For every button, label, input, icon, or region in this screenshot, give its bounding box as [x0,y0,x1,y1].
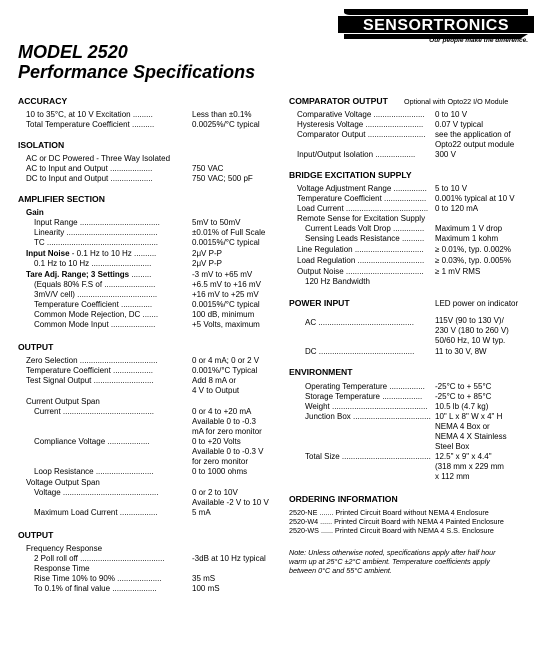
bridge-row-value: ≥ 0.03%, typ. 0.005% [435,256,511,265]
voltage-row-label: Voltage ........................................... [34,488,159,497]
voltage-row-value: 0 or 2 to 10V [192,488,238,497]
power-heading: POWER INPUT [289,298,350,308]
bridge-row-value: 5 to 10 V [435,184,468,193]
isolation-row-value: 750 VAC [192,164,224,173]
accuracy-row-value: Less than ±0.1% [192,110,252,119]
tare-row-label: Common Mode Rejection, DC ....... [34,310,159,319]
output-row-label: Temperature Coefficient .................. [26,366,154,375]
response-row-value: 100 mS [192,584,220,593]
voltage-span-label: Voltage Output Span [26,478,100,487]
env-row-label: Storage Temperature .................. [305,392,423,401]
voltage-row-label: Maximum Load Current ................. [34,508,158,517]
accuracy-row-label: 10 to 35°C, at 10 V Excitation ......... [26,110,153,119]
env-row-value: NEMA 4 Box or [435,422,490,431]
current-row-value: Available 0 to -0.3 [192,417,256,426]
response-time-label: Response Time [34,564,90,573]
ordering-heading: ORDERING INFORMATION [289,494,398,504]
power-note: LED power on indicator [435,299,519,308]
comparator-row-value: Opto22 output module [435,140,515,149]
current-row-value: mA for zero monitor [192,427,262,436]
gain-row-value: 0.0015%/°C typical [192,238,260,247]
ac-label: AC ........................................... [305,318,414,327]
bridge-row-label: Voltage Adjustment Range ............... [297,184,427,193]
bridge-row-value: 0.001% typical at 10 V [435,194,515,203]
env-row-value: Steel Box [435,442,470,451]
isolation-row-label: AC to Input and Output ................... [26,164,153,173]
env-row-label: Operating Temperature ................ [305,382,425,391]
bridge-row-label: Line Regulation ............................... [297,245,424,254]
dc-label: DC ........................................... [305,347,415,356]
remote-sense-label: Remote Sense for Excitation Supply [297,214,426,223]
ac-value-line: 230 V (180 to 260 V) [435,326,509,335]
bridge-row-label: Output Noise ................................... [297,267,424,276]
dc-value: 11 to 30 V, 8W [435,347,487,356]
current-row-value: Available 0 to -0.3 V [192,447,264,456]
env-row-value: -25°C to + 55°C [435,382,492,391]
response-row-label: Rise Time 10% to 90% .................... [34,574,162,583]
current-row-label: Loop Resistance .......................... [34,467,154,476]
env-row-value: -25°C to + 85°C [435,392,492,401]
logo-wordmark: SENSORTRONICS [362,17,510,34]
output-row-value: Add 8 mA or [192,376,237,385]
current-row-value: 0 or 4 to +20 mA [192,407,252,416]
environment-heading: ENVIRONMENT [289,367,353,377]
gain-label: Gain [26,208,44,217]
comparator-row-value: 0 to 10 V [435,110,468,119]
accuracy-row-label: Total Temperature Coefficient .......... [26,120,155,129]
remote-row-value: Maximum 1 V drop [435,224,503,233]
comparator-row-value: see the application of [435,130,511,139]
gain-row-value: 5mV to 50mV [192,218,241,227]
input-noise-row [26,249,156,259]
gain-row-label: TC .................................................. [34,238,159,247]
remote-row-value: Maximum 1 kohm [435,234,499,243]
voltage-row-value: 5 mA [192,508,211,517]
env-row-value: x 112 mm [435,472,470,481]
tare-row-value: 0.0015%/°C typical [192,300,260,309]
current-row-value: 0 to 1000 ohms [192,467,248,476]
current-row-label: Current ......................................... [34,407,155,416]
output-row-label: Test Signal Output ........................... [26,376,154,385]
gain-row-label: Input Range .................................... [34,218,160,227]
response-row-value: 35 mS [192,574,216,583]
current-row-label: Compliance Voltage ................... [34,437,150,446]
footnote-line: between 0°C and 55°C ambient. [289,566,392,575]
response-row-label: To 0.1% of final value .................... [34,584,157,593]
gain-row-label: Linearity ......................................... [34,228,158,237]
comparator-row-label: Comparator Output .......................... [297,130,426,139]
sensortronics-logo [338,6,534,46]
tare-row-label: (Equals 80% F.S of ....................... [34,280,156,289]
ordering-item: 2520-NE ....... Printed Circuit Board without NEMA 4 Enclosure [289,508,489,517]
isolation-row-label: DC to Input and Output ................... [26,174,153,183]
tare-row-value: +6.5 mV to +16 mV [192,280,261,289]
tare-label: Tare Adj. Range; 3 Settings [26,270,130,279]
comparator-row-value: 0.07 V typical [435,120,484,129]
output-row-value: 0 or 4 mA; 0 or 2 V [192,356,260,365]
bridge-row-label: Load Regulation .............................. [297,256,425,265]
env-row-value: (318 mm x 229 mm [435,462,504,471]
env-row-value: NEMA 4 X Stainless [435,432,507,441]
amplifier-heading: AMPLIFIER SECTION [18,194,105,204]
tare-row-label: Common Mode Input .................... [34,320,156,329]
output-row-value: 4 V to Output [192,386,240,395]
frequency-response-label: Frequency Response [26,544,103,553]
input-noise-range: - 0.1 Hz to 10 Hz .......... [69,249,157,258]
tare-row-value: +5 Volts, maximum [192,320,260,329]
comparator-row-label: Hysteresis Voltage .......................... [297,120,424,129]
comparator-row-value: 300 V [435,150,456,159]
output-heading: OUTPUT [18,342,54,352]
tare-row-value: 100 dB, minimum [192,310,255,319]
bridge-row-label: Load Current ..................................... [297,204,429,213]
current-span-label: Current Output Span [26,397,100,406]
ordering-item: 2520-WS ...... Printed Circuit Board with NEMA 4 S.S. Enclosure [289,526,494,535]
output-row-value: 0.001%/°C Typical [192,366,258,375]
comparator-row-label: Comparative Voltage ....................... [297,110,425,119]
freq-row-label: 2 Poll roll off ...................................... [34,554,165,563]
env-row-label: Weight ........................................... [305,402,428,411]
isolation-heading: ISOLATION [18,140,65,150]
comparator-heading: COMPARATOR OUTPUT [289,96,388,106]
current-row-value: 0 to +20 Volts [192,437,241,446]
comparator-row-label: Input/Output Isolation .................. [297,150,416,159]
env-row-label: Junction Box ................................... [305,412,431,421]
freq-row-value: -3dB at 10 Hz typical [192,554,266,563]
isolation-line: AC or DC Powered - Three Way Isolated [26,154,171,163]
bridge-row-value: ≥ 0.01%, typ. 0.002% [435,245,511,254]
output2-heading: OUTPUT [18,530,54,540]
tare-row [26,270,151,280]
accuracy-heading: ACCURACY [18,96,68,106]
bridge-heading: BRIDGE EXCITATION SUPPLY [289,170,412,180]
model-title: MODEL 2520 [18,42,128,62]
gain-row-value: ±0.01% of Full Scale [192,228,266,237]
tare-row-label: 3mV/V cell) .................................... [34,290,158,299]
noise-row-label: 0.1 Hz to 10 Hz ........................... [34,259,152,268]
footnote-line: warm up at 25°C ±2°C ambient. Temperature coefficients apply [289,557,490,566]
noise-row-value: 2μV P-P [192,259,222,268]
ac-value-line: 50/60 Hz, 10 W typ. [435,336,506,345]
env-row-value: 12.5" x 9" x 4.4" [435,452,492,461]
ac-value-line: 115V (90 to 130 V)/ [435,316,504,325]
env-row-value: 10" L x 8" W x 4" H [435,412,503,421]
accuracy-row-value: 0.0025%/°C typical [192,120,260,129]
input-noise-value: 2μV P-P [192,249,222,258]
footnote-line: Note: Unless otherwise noted, specifications apply after half hour [289,548,496,557]
output-row-label: Zero Selection ................................... [26,356,158,365]
tare-dots: ......... [129,270,152,279]
input-noise-label: Input Noise [26,249,70,258]
tare-row-value: +16 mV to +25 mV [192,290,259,299]
current-row-value: for zero monitor [192,457,249,466]
tare-value: -3 mV to +65 mV [192,270,253,279]
bandwidth-label: 120 Hz Bandwidth [305,277,370,286]
brand-tagline: Our people make the difference. [429,37,528,44]
voltage-row-value: Available -2 V to 10 V [192,498,269,507]
isolation-row-value: 750 VAC; 500 pF [192,174,253,183]
tare-row-label: Temperature Coefficient .............. [34,300,153,309]
bridge-row-value: ≥ 1 mV RMS [435,267,481,276]
comparator-note: Optional with Opto22 I/O Module [404,97,509,106]
env-row-label: Total Size ........................................ [305,452,431,461]
ordering-item: 2520-W4 ...... Printed Circuit Board with NEMA 4 Painted Enclosure [289,517,504,526]
bridge-row-value: 0 to 120 mA [435,204,479,213]
env-row-value: 10.5 lb (4.7 kg) [435,402,489,411]
page-title: Performance Specifications [18,62,256,82]
bridge-row-label: Temperature Coefficient ................... [297,194,427,203]
remote-row-label: Sensing Leads Resistance .......... [305,234,425,243]
remote-row-label: Current Leads Volt Drop .............. [305,224,425,233]
